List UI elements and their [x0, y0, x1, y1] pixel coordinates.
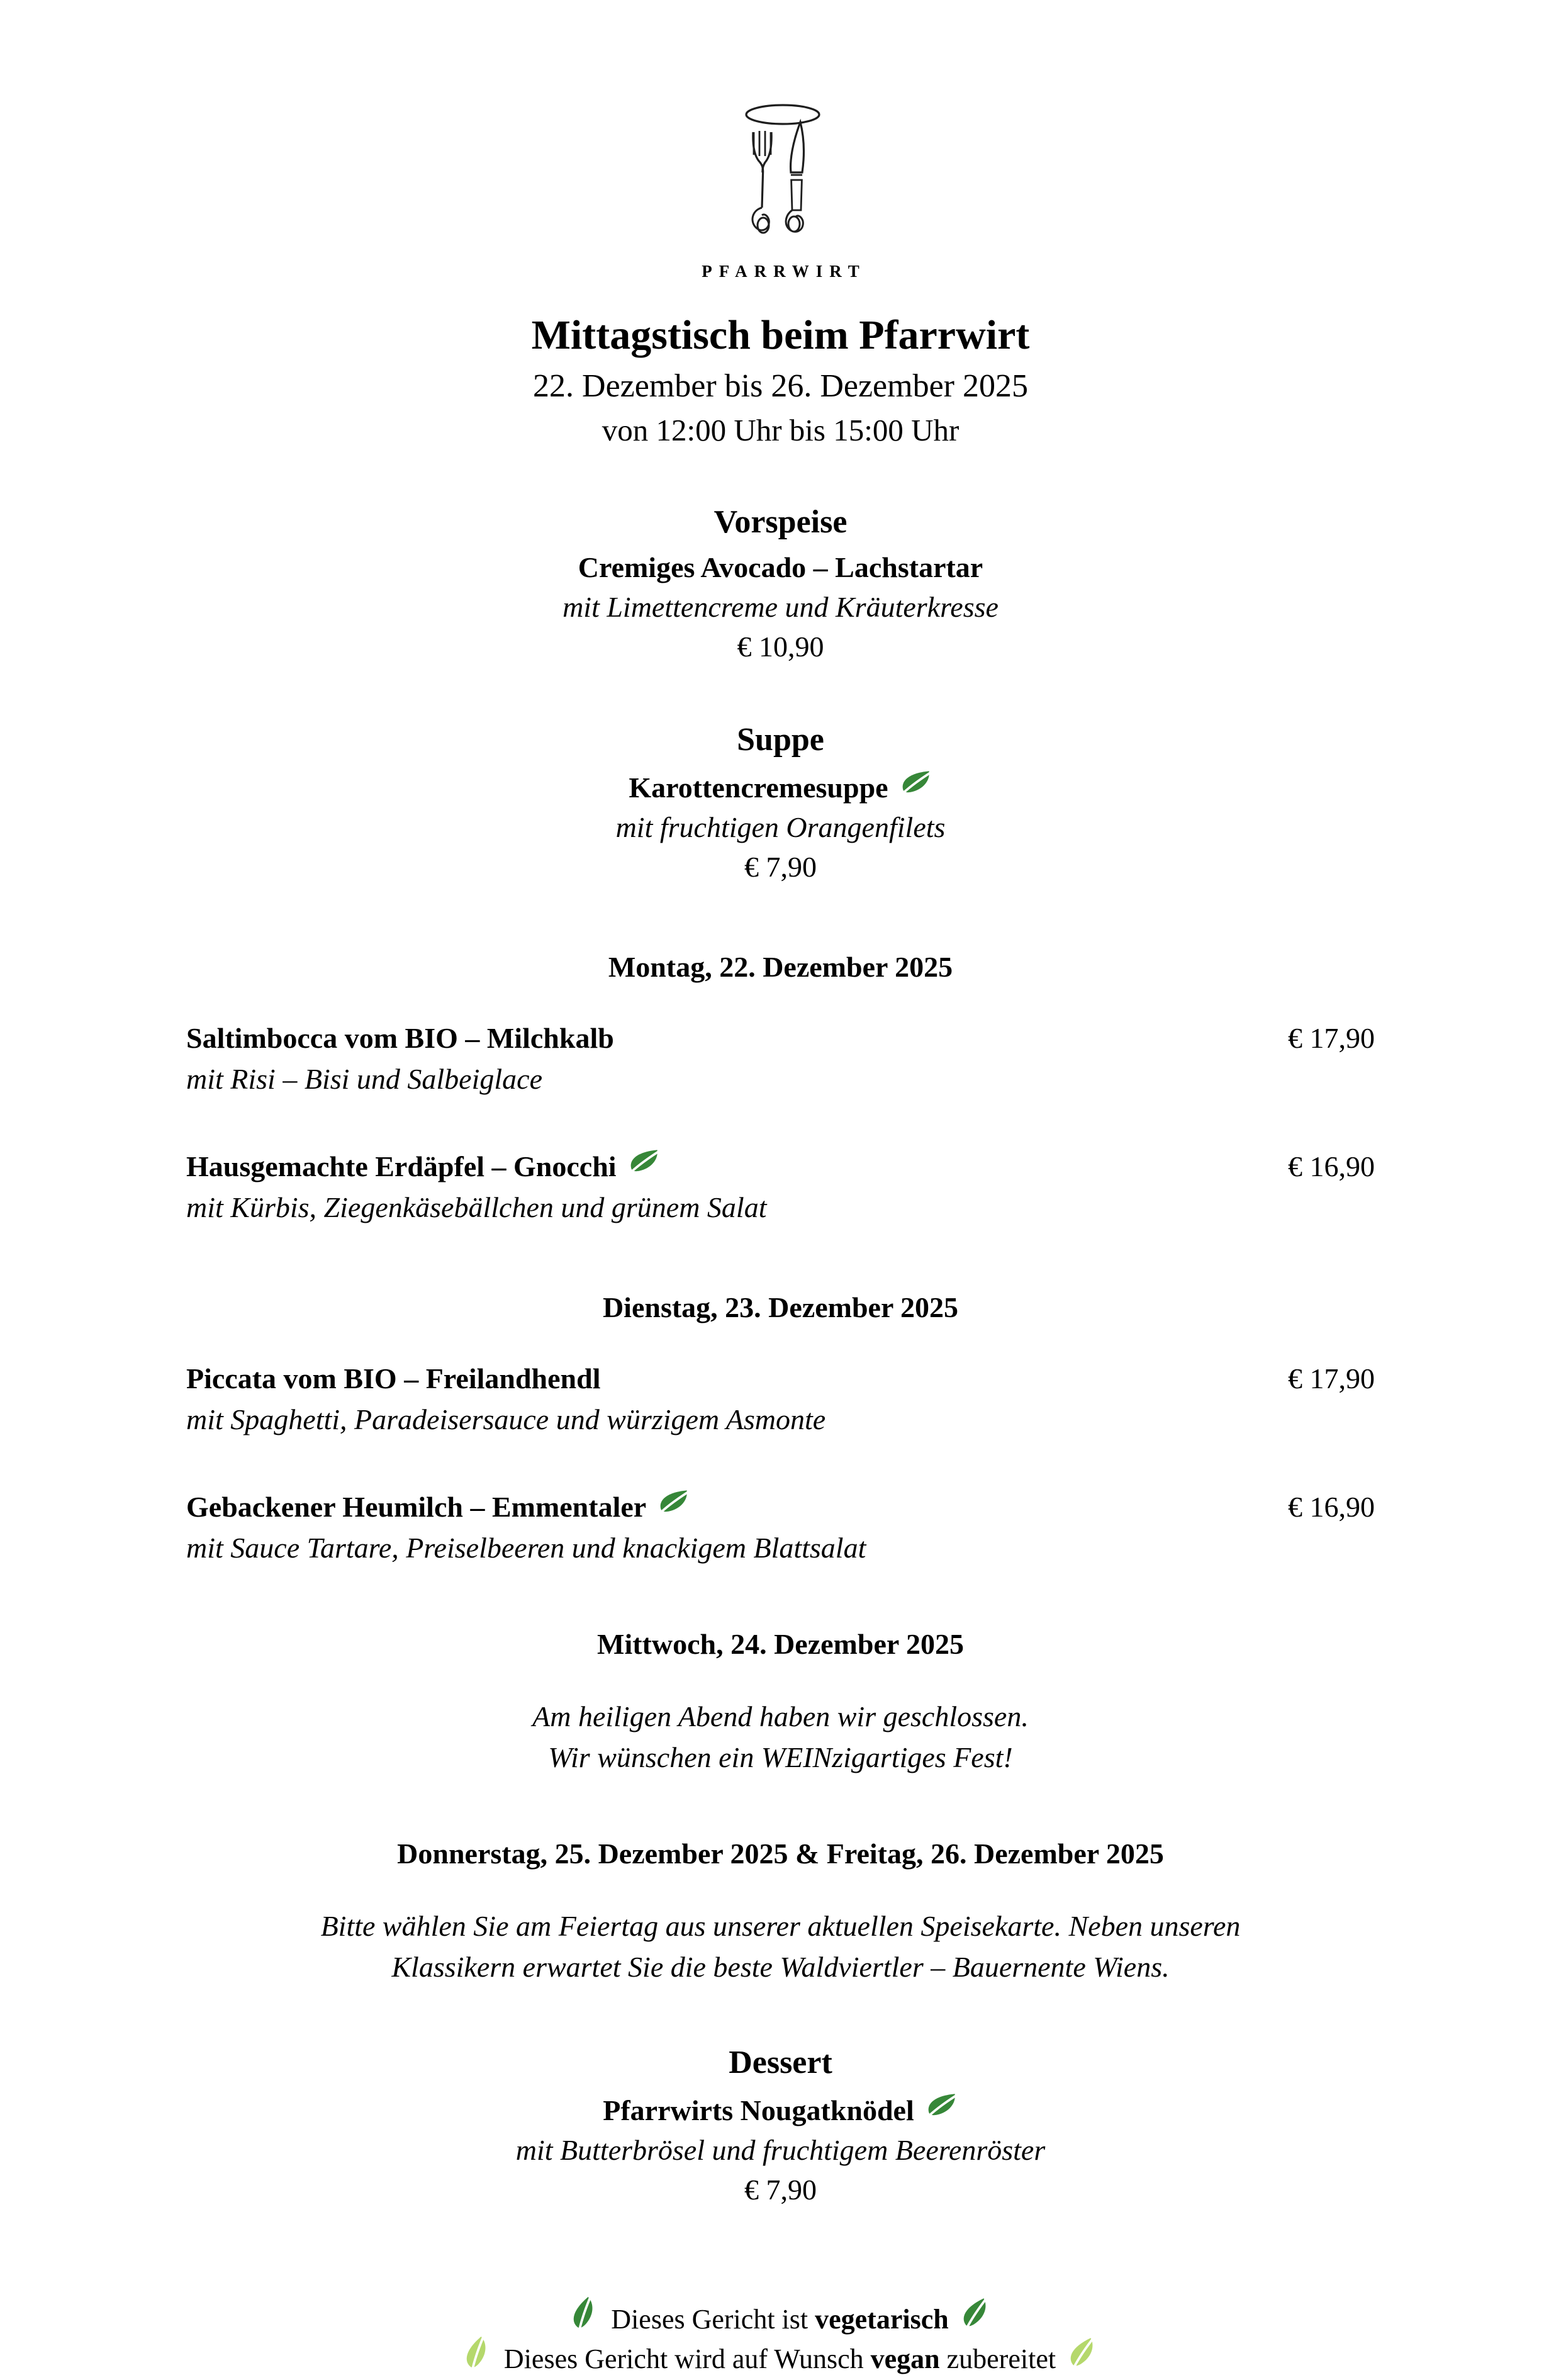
vegetarian-leaf-icon — [562, 2293, 609, 2340]
dish-row — [186, 1362, 1375, 1395]
legend — [186, 2299, 1375, 2380]
legend-vegan-text: Dieses Gericht wird auf Wunsch — [503, 2344, 871, 2375]
legend-vegetarian — [186, 2299, 1375, 2340]
dish-price: € 17,90 — [1288, 1021, 1375, 1054]
vegetarian-leaf-icon — [898, 768, 932, 802]
section-title: Vorspeise — [713, 503, 848, 540]
section-montag — [186, 950, 1375, 1224]
dish-name: Cremiges Avocado – Lachstartar — [578, 551, 983, 583]
dish-description: mit Sauce Tartare, Preiselbeeren und knackigem Blattsalat — [186, 1531, 866, 1564]
vegetarian-leaf-icon — [627, 1147, 661, 1181]
dish-name: Pfarrwirts Nougatknödel — [603, 2094, 914, 2126]
dish-price: € 10,90 — [737, 630, 824, 663]
menu-time-range: von 12:00 Uhr bis 15:00 Uhr — [601, 412, 960, 447]
dish-row — [186, 1021, 1375, 1055]
legend-vegan — [186, 2339, 1375, 2379]
dish-row — [186, 1147, 1375, 1183]
dish-name: Hausgemachte Erdäpfel – Gnocchi — [186, 1150, 617, 1182]
dish-name: Karottencremesuppe — [629, 771, 888, 804]
dish-name-with-leaf — [186, 768, 1375, 804]
dish-row — [186, 1488, 1375, 1524]
dish-price: € 7,90 — [744, 850, 817, 883]
menu-content — [0, 99, 1561, 2379]
section-mittwoch — [186, 1627, 1375, 1774]
closed-note-line-1: Am heiligen Abend haben wir geschlossen. — [532, 1700, 1029, 1732]
day-title: Mittwoch, 24. Dezember 2025 — [597, 1627, 964, 1660]
dish-description: mit fruchtigen Orangenfilets — [615, 811, 946, 843]
menu-page — [0, 99, 1561, 2375]
vegan-leaf-icon — [454, 2333, 501, 2380]
dish-description: mit Spaghetti, Paradeisersauce und würzigem Asmonte — [186, 1403, 826, 1435]
vegetarian-leaf-icon — [656, 1488, 690, 1522]
dish-description: mit Limettencreme und Kräuterkresse — [562, 590, 999, 623]
section-dienstag — [186, 1291, 1375, 1564]
vegetarian-leaf-icon — [954, 2294, 997, 2338]
fork-icon — [752, 131, 771, 233]
dish-name-with-leaf — [186, 1147, 661, 1183]
vegetarian-leaf-icon — [924, 2091, 958, 2125]
legend-vegan-suffix: zubereitet — [939, 2344, 1056, 2375]
halo-oval-icon — [746, 105, 819, 124]
closed-note-line-2: Wir wünschen ein WEINzigartiges Fest! — [548, 1741, 1013, 1773]
day-title: Montag, 22. Dezember 2025 — [608, 950, 953, 983]
legend-vegan-term: vegan — [870, 2344, 940, 2375]
section-suppe — [186, 721, 1375, 884]
dish-price: € 16,90 — [1288, 1150, 1375, 1182]
brand-wordmark: PFARRWIRT — [702, 262, 866, 281]
dish-name-with-leaf — [186, 1488, 690, 1524]
dish-name-with-leaf — [186, 2091, 1375, 2127]
section-dessert — [186, 2044, 1375, 2206]
section-title: Suppe — [737, 721, 824, 758]
dish-name: Saltimbocca vom BIO – Milchkalb — [186, 1021, 614, 1054]
section-vorspeise — [186, 503, 1375, 663]
dish-price: € 7,90 — [744, 2173, 817, 2206]
legend-vegetarian-term: vegetarisch — [815, 2303, 949, 2335]
page-title: Mittagstisch beim Pfarrwirt — [531, 312, 1030, 358]
dish-price: € 17,90 — [1288, 1362, 1375, 1395]
knife-icon — [786, 122, 803, 232]
dish-description: mit Risi – Bisi und Salbeiglace — [186, 1062, 542, 1095]
holiday-note-line-1: Bitte wählen Sie am Feiertag aus unserer aktuellen Speisekarte. Neben unseren — [320, 1909, 1241, 1942]
vegan-leaf-icon — [1061, 2335, 1104, 2378]
day-title: Dienstag, 23. Dezember 2025 — [602, 1291, 959, 1323]
legend-vegetarian-text: Dieses Gericht ist — [611, 2303, 815, 2335]
restaurant-logo — [702, 99, 859, 255]
dish-price: € 16,90 — [1288, 1490, 1375, 1523]
section-feiertage — [186, 1837, 1375, 1984]
section-title: Dessert — [729, 2044, 832, 2080]
dish-name: Gebackener Heumilch – Emmentaler — [186, 1490, 647, 1523]
holiday-note-line-2: Klassikern erwartet Sie die beste Waldviertler – Bauernente Wiens. — [391, 1950, 1170, 1983]
dish-description: mit Butterbrösel und fruchtigem Beerenröster — [515, 2133, 1046, 2166]
dish-description: mit Kürbis, Ziegenkäsebällchen und grünem Salat — [186, 1191, 767, 1223]
dish-name: Piccata vom BIO – Freilandhendl — [186, 1362, 601, 1395]
day-title: Donnerstag, 25. Dezember 2025 & Freitag, 26. Dezember 2025 — [397, 1837, 1164, 1870]
menu-date-range: 22. Dezember bis 26. Dezember 2025 — [533, 368, 1028, 404]
